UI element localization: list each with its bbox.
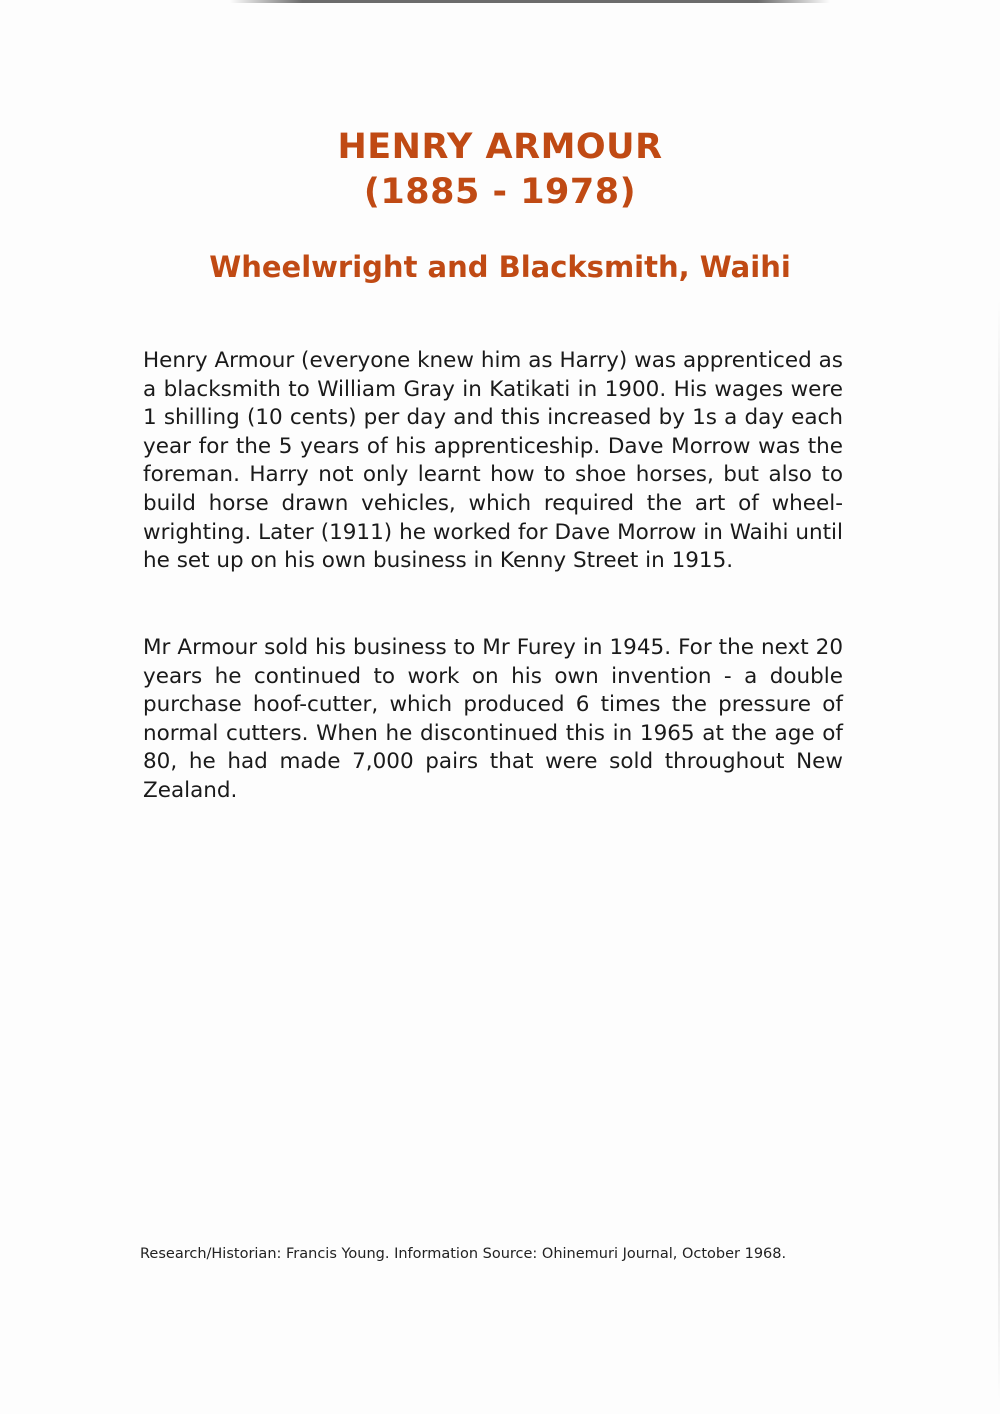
page-subtitle: Wheelwright and Blacksmith, Waihi: [209, 250, 791, 284]
source-credit: Research/Historian: Francis Young. Information Source: Ohinemuri Journal, October 1968.: [140, 1246, 787, 1262]
body-paragraph-1: Henry Armour (everyone knew him as Harry) was apprenticed as a blacksmith to William Gray in Katikati in 1900. His wages were 1 shilling (10 cents) per day and this increased by 1s a day each year for the 5 years of his apprenticeship. Dave Morrow was the foreman. Harry not only learnt how to shoe horses, but also to build horse drawn vehicles, which required the art of wheel-wrighting. Later (1911) he worked for Dave Morrow in Waihi until he set up on his own business in Kenny Street in 1915.: [143, 348, 843, 574]
scan-edge-top: [230, 0, 830, 3]
body-paragraph-2: Mr Armour sold his business to Mr Furey in 1945. For the next 20 years he continued to work on his own invention - a double purchase hoof-cutter, which produced 6 times the pressure of normal cutters. When he discontinued this in 1965 at the age of 80, he had made 7,000 pairs that were sold throughout New Zealand.: [143, 635, 843, 803]
page-title: HENRY ARMOUR: [337, 127, 663, 167]
page-title-dates: (1885 - 1978): [363, 172, 637, 212]
